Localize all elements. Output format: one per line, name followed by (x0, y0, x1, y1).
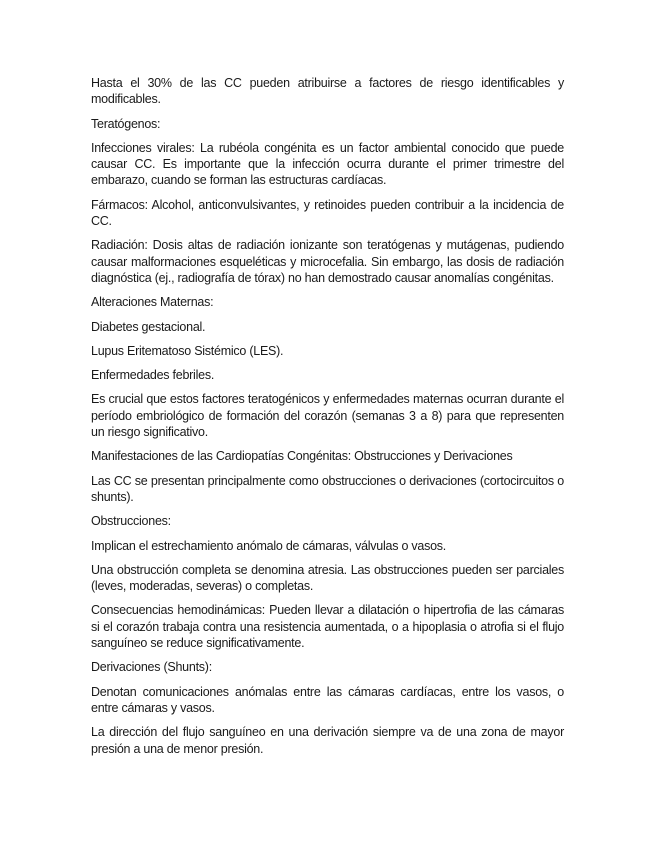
heading-shunts: Derivaciones (Shunts): (91, 660, 212, 675)
paragraph-risk-factors: Hasta el 30% de las CC pueden atribuirse a factores de riesgo identificables y modificables. (91, 76, 564, 107)
document-page (91, 75, 564, 765)
paragraph-flow-direction: La dirección del flujo sanguíneo en una derivación siempre va de una zona de mayor presión a una de menor presión. (91, 725, 564, 756)
paragraph-obstruction-definition: Implican el estrechamiento anómalo de cámaras, válvulas o vasos. (91, 538, 447, 553)
heading-obstructions: Obstrucciones: (91, 514, 171, 529)
heading-maternal-alterations: Alteraciones Maternas: (91, 295, 214, 310)
paragraph-drugs: Fármacos: Alcohol, anticonvulsivantes, y retinoides pueden contribuir a la incidencia de CC. (91, 197, 564, 229)
paragraph-radiation: Radiación: Dosis altas de radiación ionizante son teratógenas y mutágenas, pudiendo causar malformaciones esqueléticas y microcefalia. Sin embargo, las dosis de radiación diagnóstica (ej., radiografía de tórax) no han demostrado causar anomalías congénitas. (91, 238, 564, 285)
item-lupus: Lupus Eritematoso Sistémico (LES). (91, 343, 284, 358)
paragraph-presentation: Las CC se presentan principalmente como obstrucciones o derivaciones (cortocircuitos o shunts). (91, 473, 564, 504)
paragraph-hemodynamic-consequences: Consecuencias hemodinámicas: Pueden llevar a dilatación o hipertrofia de las cámaras si el corazón trabaja contra una resistencia aumentada, o a hipoplasia o atrofia si el flujo sanguíneo se reduce significativamente. (91, 603, 564, 651)
paragraph-viral-infections: Infecciones virales: La rubéola congénita es un factor ambiental conocido que puede causar CC. Es importante que la infección ocurra durante el primer trimestre del embarazo, cuando se forman las estructuras cardíacas. (91, 140, 564, 188)
heading-manifestations: Manifestaciones de las Cardiopatías Congénitas: Obstrucciones y Derivaciones (91, 449, 513, 464)
item-gestational-diabetes: Diabetes gestacional. (91, 319, 206, 334)
paragraph-shunt-definition: Denotan comunicaciones anómalas entre las cámaras cardíacas, entre los vasos, o entre cámaras y vasos. (91, 684, 564, 715)
heading-teratogens: Teratógenos: (91, 116, 161, 131)
paragraph-critical-period: Es crucial que estos factores teratogénicos y enfermedades maternas ocurran durante el período embriológico de formación del corazón (semanas 3 a 8) para que representen un riesgo significativo. (91, 392, 564, 440)
paragraph-atresia: Una obstrucción completa se denomina atresia. Las obstrucciones pueden ser parciales (leves, moderadas, severas) o completas. (91, 562, 564, 594)
item-febrile-diseases: Enfermedades febriles. (91, 368, 215, 383)
